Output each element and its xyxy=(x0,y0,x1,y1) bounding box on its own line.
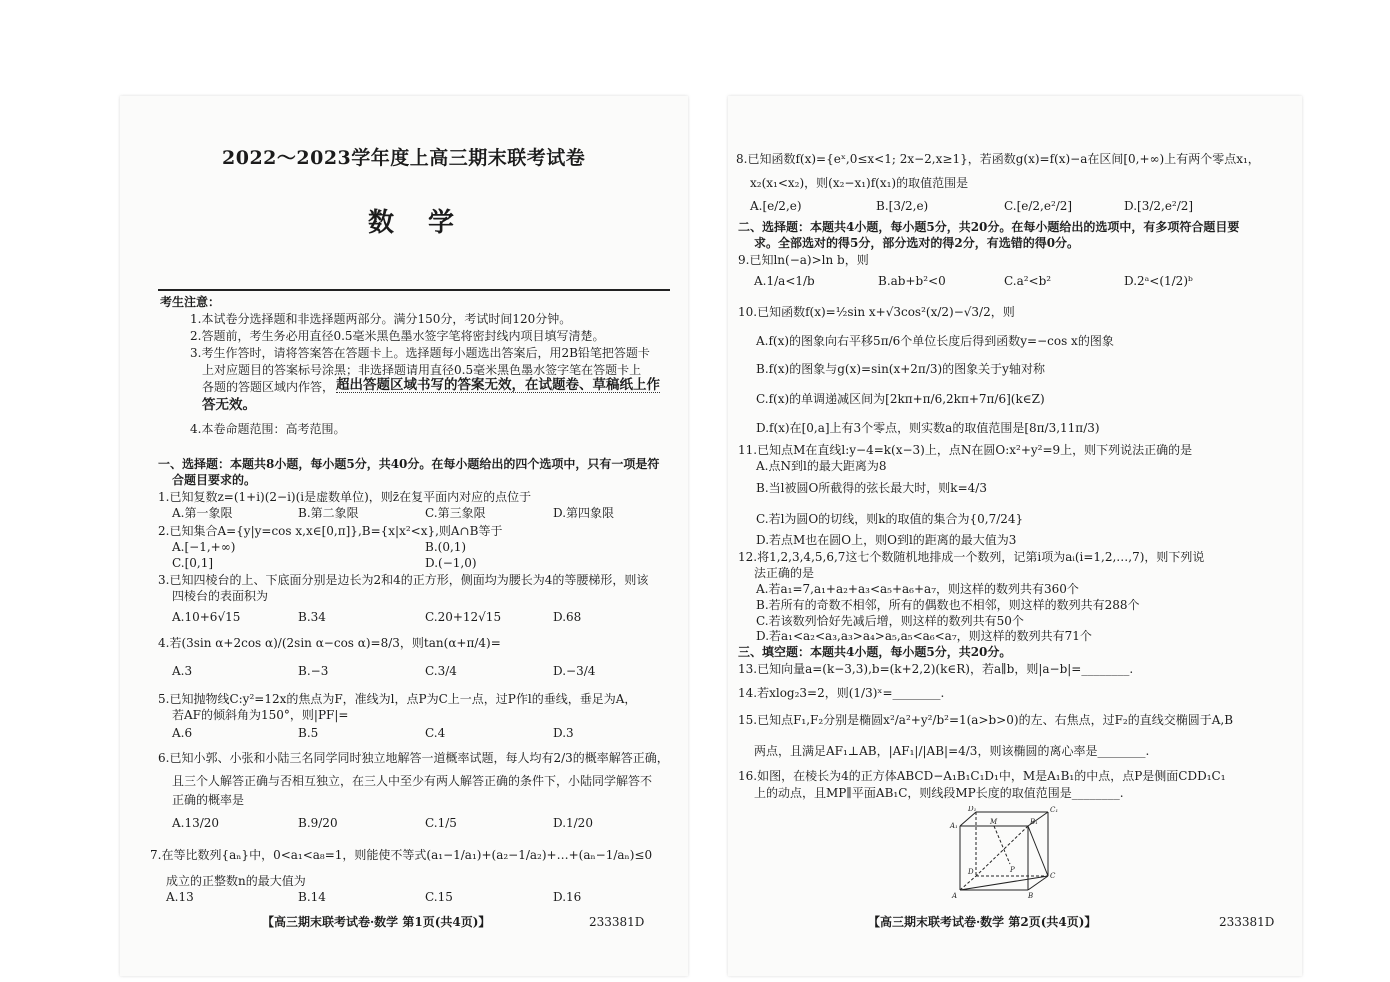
notice-3-cont2: 各题的答题区域内作答， xyxy=(202,380,335,394)
q2-option-b: B.(0,1) xyxy=(425,540,467,554)
section-3-heading: 三、填空题：本题共4小题，每小题5分，共20分。 xyxy=(738,645,1012,659)
q11-option-a: A.点N到l的最大距离为8 xyxy=(756,459,887,473)
question-13: 13.已知向量a=(k−3,3),b=(k+2,2)(k∈R)，若a∥b，则|a−b|=________. xyxy=(738,662,1134,676)
q5-option-c: C.4 xyxy=(425,726,446,740)
q11-option-b: B.当l被圆O所截得的弦长最大时，则k=4/3 xyxy=(756,481,987,495)
cube-label-b1: B₁ xyxy=(1030,818,1038,826)
question-2: 2.已知集合A={y|y=cos x,x∈[0,π]},B={x|x²<x},则A∩B等于 xyxy=(158,524,503,538)
exam-code: 233381D xyxy=(1219,915,1275,929)
q2-option-c: C.[0,1] xyxy=(172,556,214,570)
q1-option-b: B.第二象限 xyxy=(298,506,359,520)
header-divider xyxy=(158,289,670,291)
q3-option-b: B.34 xyxy=(298,610,326,624)
notice-emphasis-cont: 答无效。 xyxy=(202,397,256,413)
q4-option-b: B.−3 xyxy=(298,664,329,678)
q10-option-c: C.f(x)的单调递减区间为[2kπ+π/6,2kπ+7π/6](k∈Z) xyxy=(756,392,1045,406)
cube-label-m: M xyxy=(990,818,998,826)
question-14: 14.若xlog₂3=2，则(1/3)ˣ=________. xyxy=(738,686,945,700)
q2-option-d: D.(−1,0) xyxy=(425,556,477,570)
q4-option-a: A.3 xyxy=(172,664,193,678)
q4-option-c: C.3/4 xyxy=(425,664,457,678)
q7-option-d: D.16 xyxy=(553,890,582,904)
question-5: 5.已知抛物线C:y²=12x的焦点为F，准线为l，点P为C上一点，过P作l的垂线，垂足为A， xyxy=(158,692,637,706)
q12-option-b: B.若所有的奇数不相邻，所有的偶数也不相邻，则这样的数列共有288个 xyxy=(756,598,1140,612)
q6-option-c: C.1/5 xyxy=(425,816,457,830)
q9-option-a: A.1/a<1/b xyxy=(754,274,815,288)
q8-option-b: B.[3/2,e) xyxy=(876,199,929,213)
cube-figure xyxy=(948,806,1068,906)
question-16: 16.如图，在棱长为4的正方体ABCD−A₁B₁C₁D₁中，M是A₁B₁的中点，点P是侧面CDD₁C₁ xyxy=(738,769,1226,783)
cube-label-d1: D₁ xyxy=(968,806,977,813)
q11-option-c: C.若l为圆O的切线，则k的取值的集合为{0,7/24} xyxy=(756,512,1024,526)
q7-option-c: C.15 xyxy=(425,890,453,904)
notice-heading: 考生注意： xyxy=(160,295,221,309)
q12-option-d: D.若a₁<a₂<a₃,a₃>a₄>a₅,a₅<a₆<a₇，则这样的数列共有71个 xyxy=(756,629,1092,643)
question-7-cont: 成立的正整数n的最大值为 xyxy=(166,874,306,888)
q10-option-d: D.f(x)在[0,a]上有3个零点，则实数a的取值范围是[8π/3,11π/3) xyxy=(756,421,1100,435)
question-5-cont: 若AF的倾斜角为150°，则|PF|= xyxy=(172,708,349,722)
q8-option-c: C.[e/2,e²/2] xyxy=(1004,199,1073,213)
question-8-cont: x₂(x₁<x₂)，则(x₂−x₁)f(x₁)的取值范围是 xyxy=(750,176,969,190)
q1-option-c: C.第三象限 xyxy=(425,506,486,520)
exam-page-1 xyxy=(120,96,688,976)
q4-option-d: D.−3/4 xyxy=(553,664,596,678)
question-15-cont: 两点，且满足AF₁⊥AB，|AF₁|/|AB|=4/3，则该椭圆的离心率是________. xyxy=(754,744,1150,758)
question-11: 11.已知点M在直线l:y−4=k(x−3)上，点N在圆O:x²+y²=9上，则下列说法正确的是 xyxy=(738,443,1193,457)
section-1-heading-cont: 合题目要求的。 xyxy=(172,473,257,487)
cube-label-c: C xyxy=(1050,872,1056,880)
section-2-heading-cont: 求。全部选对的得5分，部分选对的得2分，有选错的得0分。 xyxy=(754,236,1080,250)
q5-option-d: D.3 xyxy=(553,726,574,740)
subject-title: 数学 xyxy=(368,208,489,238)
q10-option-a: A.f(x)的图象向右平移5π/6个单位长度后得到函数y=−cos x的图象 xyxy=(756,334,1114,348)
q7-option-b: B.14 xyxy=(298,890,326,904)
cube-label-a1: A₁ xyxy=(950,822,958,830)
notice-3: 3.考生作答时，请将答案答在答题卡上。选择题每小题选出答案后，用2B铅笔把答题卡 xyxy=(190,346,650,360)
q9-option-b: B.ab+b²<0 xyxy=(878,274,946,288)
question-3-cont: 四棱台的表面积为 xyxy=(172,589,269,603)
question-16-cont: 上的动点，且MP∥平面AB₁C，则线段MP长度的取值范围是________. xyxy=(754,786,1124,800)
q8-option-a: A.[e/2,e) xyxy=(750,199,802,213)
q3-option-a: A.10+6√15 xyxy=(172,610,241,624)
notice-2: 2.答题前，考生务必用直径0.5毫米黑色墨水签字笔将密封线内项目填写清楚。 xyxy=(190,329,605,343)
q8-option-d: D.[3/2,e²/2] xyxy=(1124,199,1194,213)
cube-label-b: B xyxy=(1028,892,1034,900)
cube-label-d: D xyxy=(968,868,974,876)
page-footer: 【高三期末联考试卷·数学 第1页(共4页)】 xyxy=(262,915,491,929)
q1-option-a: A.第一象限 xyxy=(172,506,233,520)
question-6-cont2: 正确的概率是 xyxy=(172,793,245,807)
section-2-heading: 二、选择题：本题共4小题，每小题5分，共20分。在每小题给出的选项中，有多项符合题目要 xyxy=(738,220,1240,234)
notice-4: 4.本卷命题范围：高考范围。 xyxy=(190,422,346,436)
q11-option-d: D.若点M也在圆O上，则O到l的距离的最大值为3 xyxy=(756,533,1017,547)
cube-label-c1: C₁ xyxy=(1050,806,1059,814)
q9-option-c: C.a²<b² xyxy=(1004,274,1052,288)
exam-page-2 xyxy=(728,96,1302,976)
question-3: 3.已知四棱台的上、下底面分别是边长为2和4的正方形，侧面均为腰长为4的等腰梯形，则该 xyxy=(158,573,649,587)
cube-label-p: P xyxy=(1010,866,1015,874)
question-15: 15.已知点F₁,F₂分别是椭圆x²/a²+y²/b²=1(a>b>0)的左、右焦点，过F₂的直线交椭圆于A,B xyxy=(738,713,1234,727)
question-12-cont: 法正确的是 xyxy=(754,566,815,580)
question-12: 12.将1,2,3,4,5,6,7这七个数随机地排成一个数列，记第i项为aᵢ(i=1,2,…,7)，则下列说 xyxy=(738,550,1205,564)
exam-code: 233381D xyxy=(589,915,645,929)
question-10: 10.已知函数f(x)=½sin x+√3cos²(x/2)−√3/2，则 xyxy=(738,305,1015,319)
q12-option-c: C.若该数列恰好先减后增，则这样的数列共有50个 xyxy=(756,614,1024,628)
question-1: 1.已知复数z=(1+i)(2−i)(i是虚数单位)，则z̄在复平面内对应的点位于 xyxy=(158,490,532,504)
notice-emphasis: 超出答题区域书写的答案无效，在试题卷、草稿纸上作 xyxy=(336,377,660,393)
q9-option-d: D.2ᵃ<(1/2)ᵇ xyxy=(1124,274,1193,288)
notice-1: 1.本试卷分选择题和非选择题两部分。满分150分，考试时间120分钟。 xyxy=(190,312,572,326)
q5-option-b: B.5 xyxy=(298,726,319,740)
q3-option-c: C.20+12√15 xyxy=(425,610,502,624)
cube-label-a: A xyxy=(952,892,958,900)
question-7: 7.在等比数列{aₙ}中，0<a₁<a₈=1，则能使不等式(a₁−1/a₁)+(a₂−1/a₂)+…+(aₙ−1/aₙ)≤0 xyxy=(150,848,653,862)
section-1-heading: 一、选择题：本题共8小题，每小题5分，共40分。在每小题给出的四个选项中，只有一项是符 xyxy=(158,457,660,471)
q7-option-a: A.13 xyxy=(166,890,194,904)
q5-option-a: A.6 xyxy=(172,726,193,740)
question-6: 6.已知小郭、小张和小陆三名同学同时独立地解答一道概率试题，每人均有2/3的概率解答正确， xyxy=(158,751,669,765)
q10-option-b: B.f(x)的图象与g(x)=sin(x+2π/3)的图象关于y轴对称 xyxy=(756,362,1045,376)
page-footer: 【高三期末联考试卷·数学 第2页(共4页)】 xyxy=(868,915,1097,929)
q6-option-a: A.13/20 xyxy=(172,816,220,830)
exam-title: 2022～2023学年度上高三期末联考试卷 xyxy=(222,147,586,169)
q1-option-d: D.第四象限 xyxy=(553,506,615,520)
question-8: 8.已知函数f(x)={eˣ,0≤x<1; 2x−2,x≥1}，若函数g(x)=f(x)−a在区间[0,+∞)上有两个零点x₁， xyxy=(736,152,1260,166)
question-6-cont: 且三个人解答正确与否相互独立，在三人中至少有两人解答正确的条件下，小陆同学解答不 xyxy=(172,774,653,788)
question-9: 9.已知ln(−a)>ln b，则 xyxy=(738,253,869,267)
q12-option-a: A.若a₁=7,a₁+a₂+a₃<a₅+a₆+a₇，则这样的数列共有360个 xyxy=(756,582,1079,596)
question-4: 4.若(3sin α+2cos α)/(2sin α−cos α)=8/3，则tan(α+π/4)= xyxy=(158,636,501,650)
q3-option-d: D.68 xyxy=(553,610,582,624)
q2-option-a: A.[−1,+∞) xyxy=(172,540,236,554)
notice-3-cont: 上对应题目的答案标号涂黑；非选择题请用直径0.5毫米黑色墨水签字笔在答题卡上 xyxy=(202,363,642,377)
q6-option-b: B.9/20 xyxy=(298,816,338,830)
q6-option-d: D.1/20 xyxy=(553,816,593,830)
